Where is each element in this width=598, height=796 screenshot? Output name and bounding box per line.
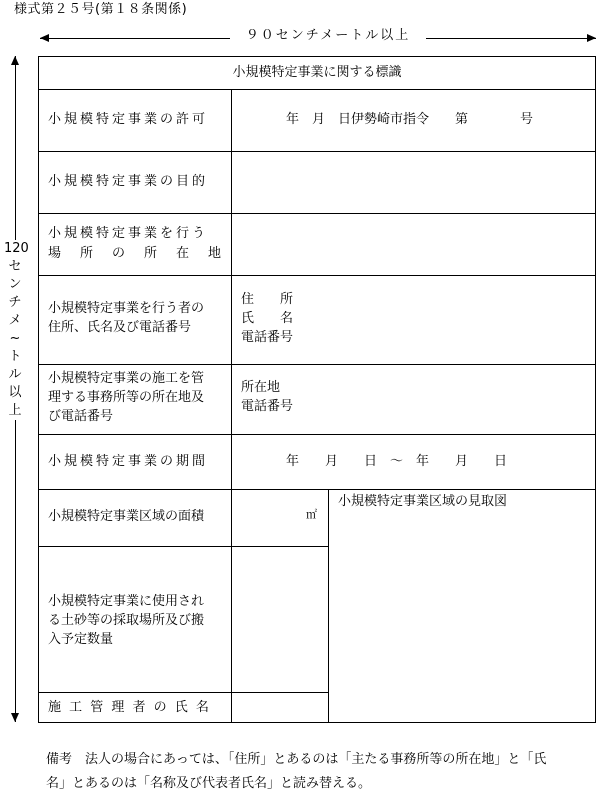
operator-address-label: 住 所 bbox=[241, 292, 294, 307]
table-border-right bbox=[595, 56, 596, 723]
area-unit: ㎡ bbox=[306, 508, 317, 521]
table-border-left bbox=[38, 56, 39, 723]
height-dimension-label: 120 セ ン チ メ ~ ト ル 以 上 bbox=[4, 241, 29, 418]
operator-name-label: 氏 名 bbox=[241, 311, 294, 326]
operator-phone-label: 電話番号 bbox=[241, 330, 294, 345]
row-divider bbox=[38, 364, 596, 365]
location-label-line2: 場 所 の 所 在 地 bbox=[48, 246, 225, 261]
arrow-right-icon bbox=[587, 34, 596, 42]
area-label: 小規模特定事業区域の面積 bbox=[48, 509, 205, 524]
sign-title: 小規模特定事業に関する標識 bbox=[232, 65, 402, 80]
period-value: 年 月 日 ～ 年 月 日 bbox=[286, 454, 508, 469]
width-dimension-label: ９０センチメートル以上 bbox=[230, 26, 426, 46]
row-divider bbox=[38, 546, 328, 547]
row-divider bbox=[38, 213, 596, 214]
row-divider bbox=[38, 89, 596, 90]
location-label-line1: 小規模特定事業を行う bbox=[48, 226, 209, 241]
arrow-up-icon bbox=[11, 56, 19, 65]
operator-label-line1: 小規模特定事業を行う者の bbox=[48, 301, 205, 316]
column-divider bbox=[231, 89, 232, 723]
column-divider bbox=[328, 489, 329, 723]
operator-label-line2: 住所、氏名及び電話番号 bbox=[48, 320, 192, 335]
soil-label-line3: 入予定数量 bbox=[48, 632, 114, 647]
permit-label: 小規模特定事業の許可 bbox=[48, 112, 209, 127]
office-label-line3: び電話番号 bbox=[48, 409, 114, 424]
row-divider bbox=[38, 151, 596, 152]
arrow-left-icon bbox=[40, 34, 49, 42]
office-label-line1: 小規模特定事業の施工を管 bbox=[48, 371, 205, 386]
note-line1: 備考 法人の場合にあっては、「住所」とあるのは「主たる事務所等の所在地」と「氏 bbox=[46, 752, 547, 767]
row-divider bbox=[38, 692, 328, 693]
permit-value: 年 月 日伊勢崎市指令 第 号 bbox=[286, 112, 534, 127]
office-label-line2: 理する事務所等の所在地及 bbox=[48, 390, 205, 405]
office-location-label: 所在地 bbox=[241, 380, 281, 395]
row-divider bbox=[38, 275, 596, 276]
row-divider bbox=[38, 489, 596, 490]
period-label: 小規模特定事業の期間 bbox=[48, 454, 209, 469]
form-number: 様式第２５号(第１８条関係) bbox=[14, 2, 188, 17]
note bbox=[46, 748, 594, 796]
soil-label-line1: 小規模特定事業に使用され bbox=[48, 594, 205, 609]
purpose-label: 小規模特定事業の目的 bbox=[48, 174, 209, 189]
site-map-label: 小規模特定事業区域の見取図 bbox=[338, 494, 508, 509]
table-border-bottom bbox=[38, 722, 596, 723]
soil-label-line2: る土砂等の採取場所及び搬 bbox=[48, 613, 205, 628]
table-border-top bbox=[38, 56, 596, 57]
row-divider bbox=[38, 434, 596, 435]
office-phone-label: 電話番号 bbox=[241, 399, 294, 414]
manager-label: 施 工 管 理 者 の 氏 名 bbox=[48, 700, 211, 715]
arrow-down-icon bbox=[11, 713, 19, 722]
note-line2: 名」とあるのは「名称及び代表者氏名」と読み替える。 bbox=[46, 776, 372, 791]
